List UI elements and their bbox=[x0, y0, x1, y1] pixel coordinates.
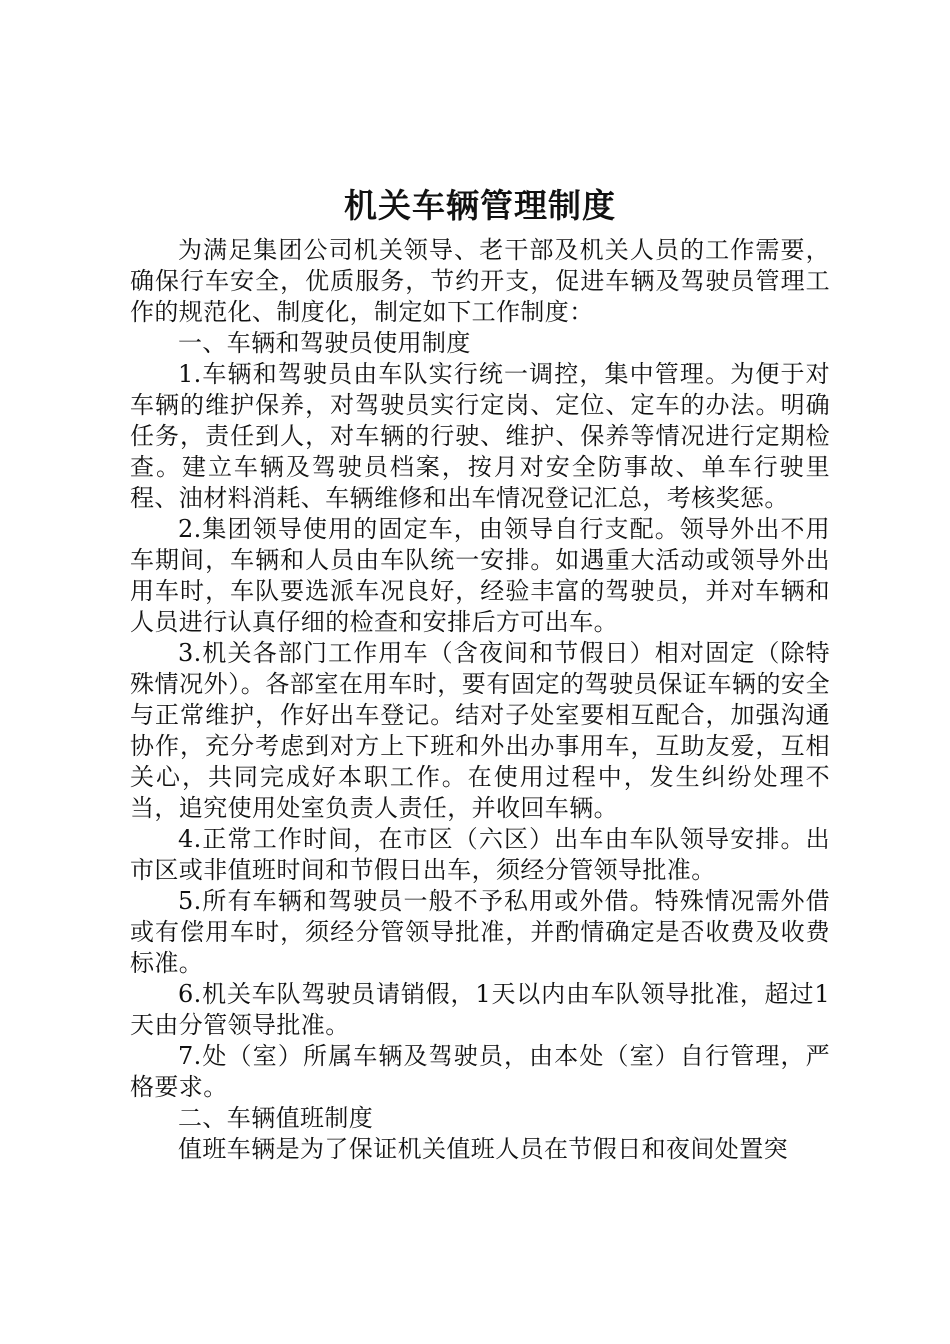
duty-paragraph-start: 值班车辆是为了保证机关值班人员在节假日和夜间处置突 bbox=[178, 1135, 788, 1163]
section-heading-duty: 二、车辆值班制度 bbox=[178, 1104, 374, 1132]
document-title: 机关车辆管理制度 bbox=[344, 186, 616, 225]
rule-item-5: 5.所有车辆和驾驶员一般不予私用或外借。特殊情况需外借或有偿用车时，须经分管领导批准，并酌情确定是否收费及收费标准。 bbox=[130, 887, 830, 977]
document-body bbox=[130, 183, 830, 1165]
section-heading-usage: 一、车辆和驾驶员使用制度 bbox=[178, 329, 471, 357]
rule-item-7: 7.处（室）所属车辆及驾驶员，由本处（室）自行管理，严格要求。 bbox=[130, 1042, 830, 1101]
rule-item-3: 3.机关各部门工作用车（含夜间和节假日）相对固定（除特殊情况外）。各部室在用车时，要有固定的驾驶员保证车辆的安全与正常维护，作好出车登记。结对子处室要相互配合，加强沟通协作，充分考虑到对方上下班和外出办事用车，互助友爱，互相关心，共同完成好本职工作。在使用过程中，发生纠纷处理不当，追究使用处室负责人责任，并收回车辆。 bbox=[130, 639, 830, 822]
rule-item-2: 2.集团领导使用的固定车，由领导自行支配。领导外出不用车期间，车辆和人员由车队统一安排。如遇重大活动或领导外出用车时，车队要选派车况良好，经验丰富的驾驶员，并对车辆和人员进行认真仔细的检查和安排后方可出车。 bbox=[130, 515, 830, 636]
rule-item-6: 6.机关车队驾驶员请销假，1天以内由车队领导批准，超过1天由分管领导批准。 bbox=[130, 980, 830, 1039]
intro-paragraph: 为满足集团公司机关领导、老干部及机关人员的工作需要，确保行车安全，优质服务，节约开支，促进车辆及驾驶员管理工作的规范化、制度化，制定如下工作制度： bbox=[130, 236, 830, 326]
rule-item-1: 1.车辆和驾驶员由车队实行统一调控，集中管理。为便于对车辆的维护保养，对驾驶员实行定岗、定位、定车的办法。明确任务，责任到人，对车辆的行驶、维护、保养等情况进行定期检查。建立车辆及驾驶员档案，按月对安全防事故、单车行驶里程、油材料消耗、车辆维修和出车情况登记汇总，考核奖惩。 bbox=[130, 360, 830, 512]
rule-item-4: 4.正常工作时间，在市区（六区）出车由车队领导安排。出市区或非值班时间和节假日出车，须经分管领导批准。 bbox=[130, 825, 830, 884]
